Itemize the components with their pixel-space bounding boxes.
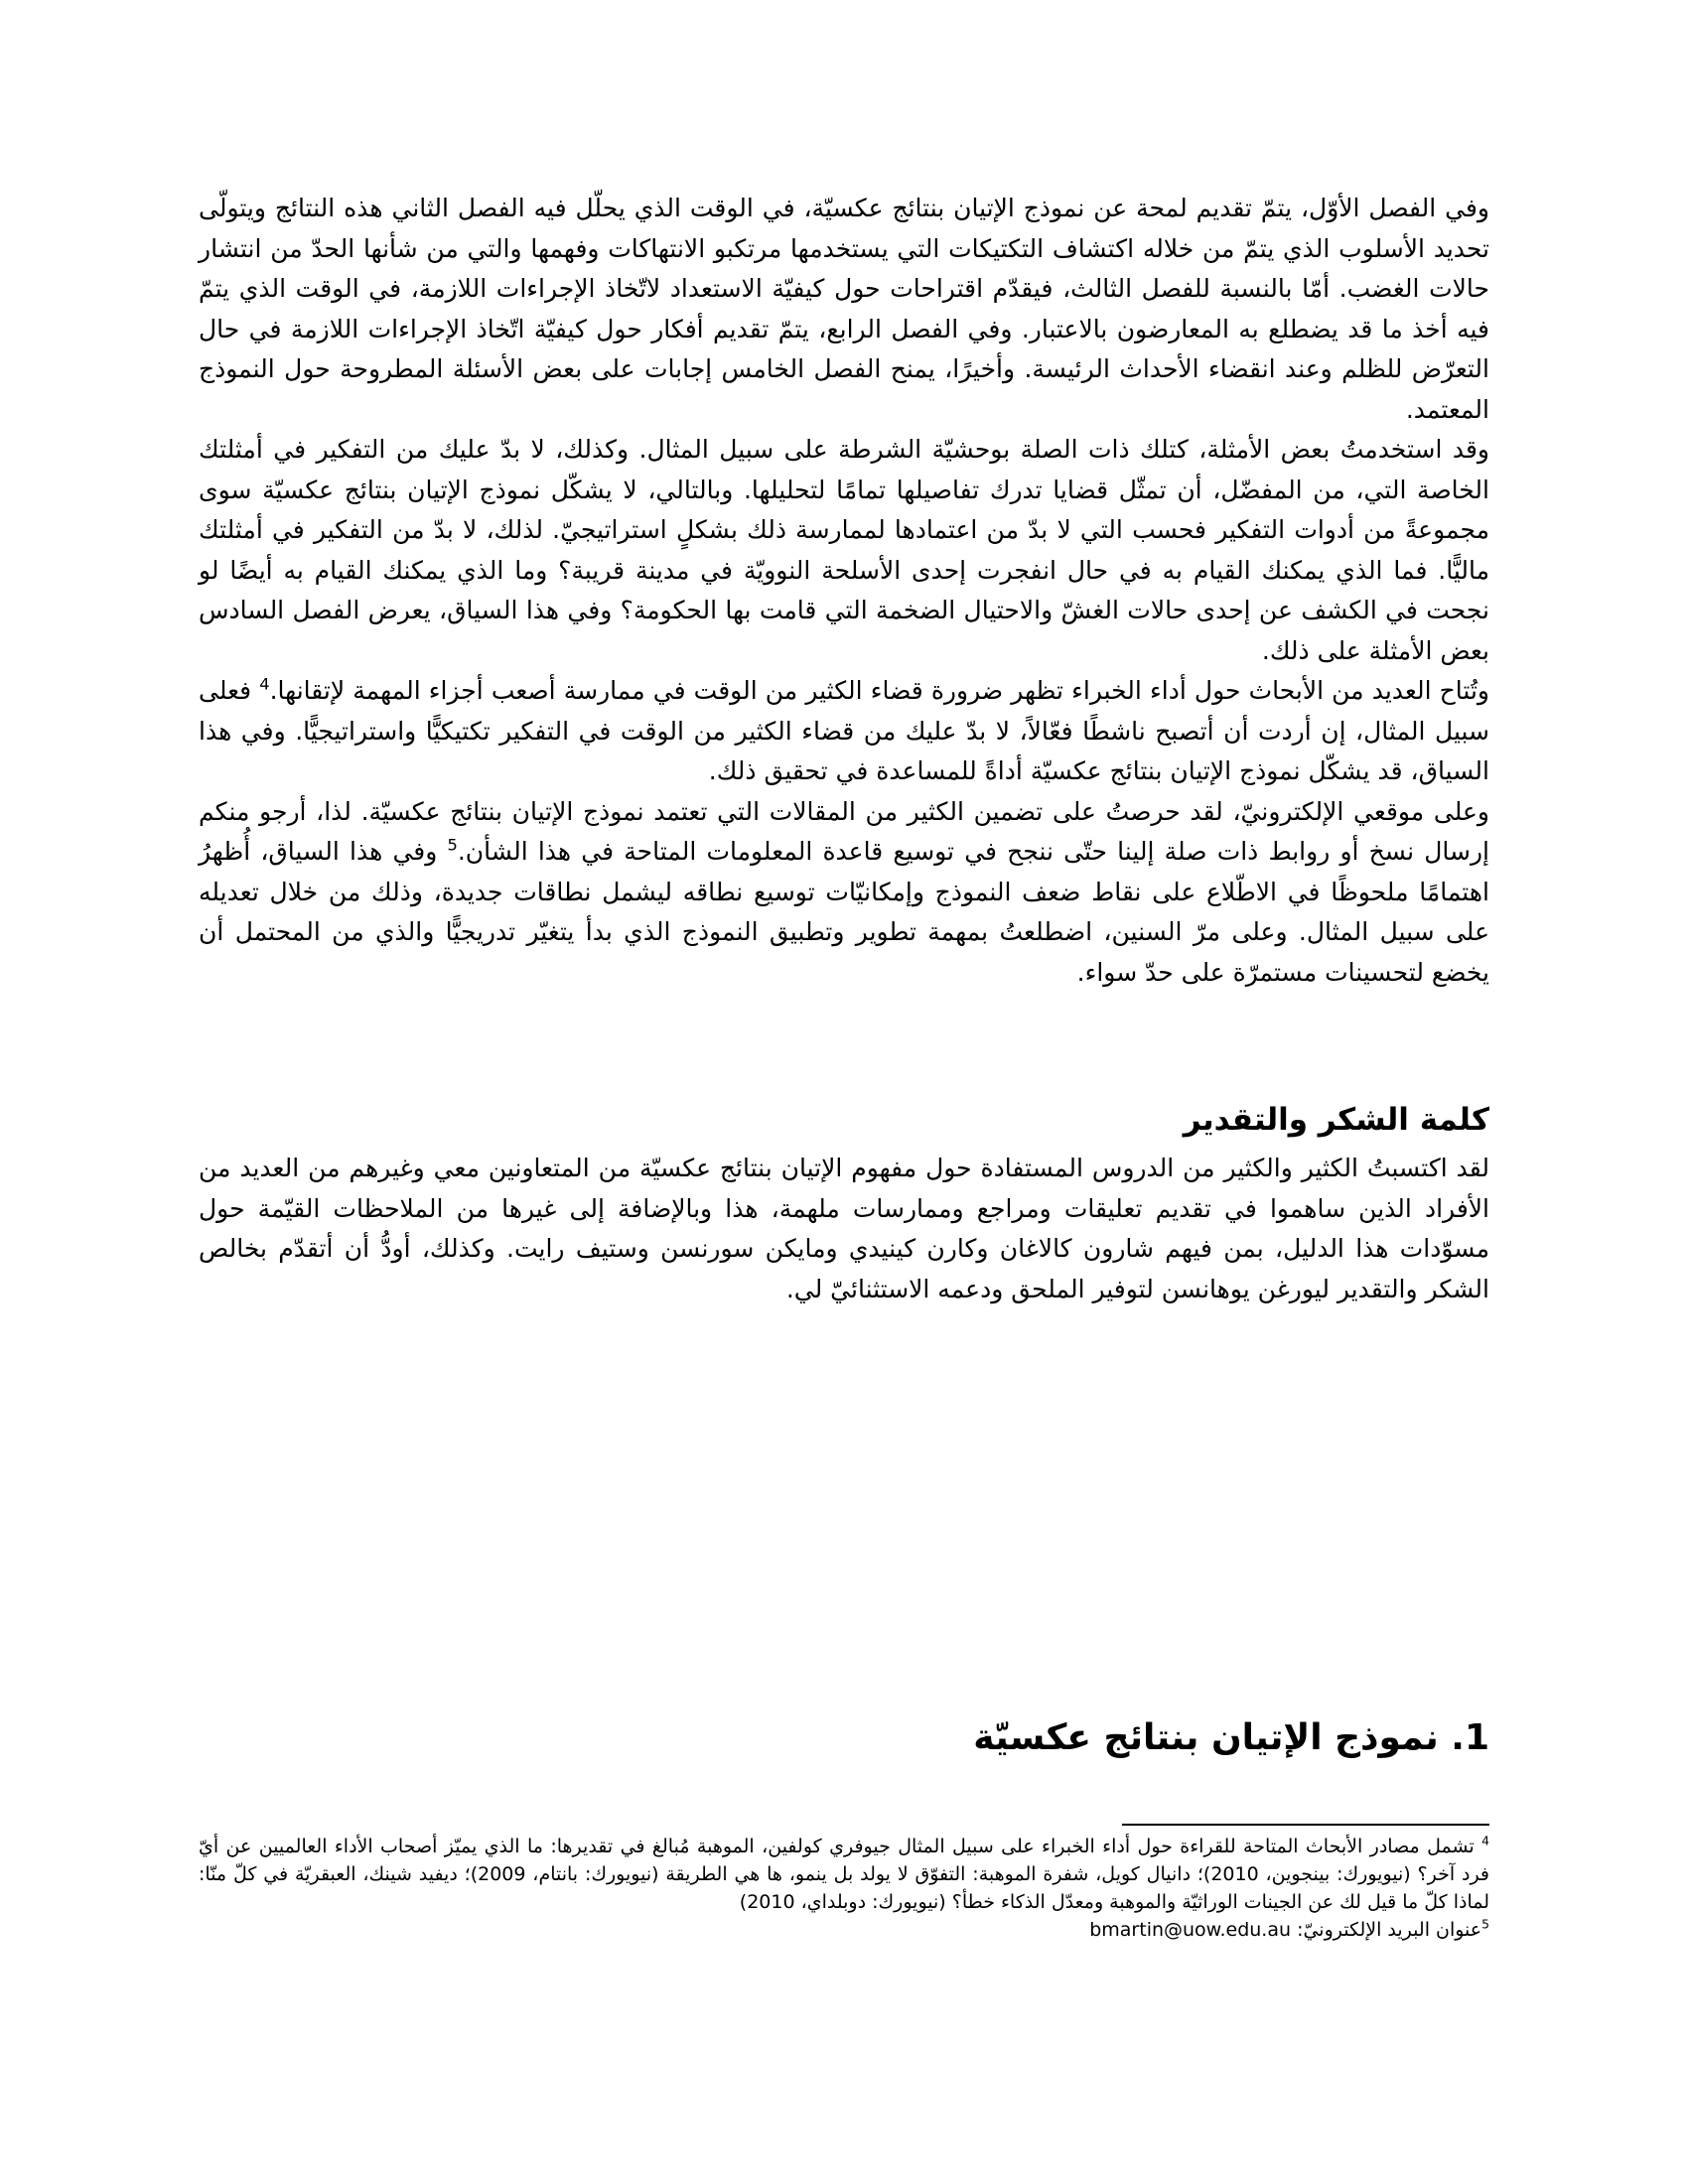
- footnote-4: [199, 1833, 1489, 1916]
- acknowledgements-heading: كلمة الشكر والتقدير: [1183, 1102, 1489, 1138]
- body-text: [199, 189, 1489, 993]
- paragraph-examples: وقد استخدمتُ بعض الأمثلة، كتلك ذات الصلة بوحشيّة الشرطة على سبيل المثال. وكذلك، لا بدّ عليك من التفكير في أمثلتك الخاصة التي، من المفضّل، أن تمثّل قضايا تدرك تفاصيلها تمامًا لتحليلها. وبالتالي، لا يشكّل نموذج الإتيان بنتائج عكسيّة سوى مجموعةً من أدوات التفكير فحسب التي لا بدّ من اعتمادها لممارسة ذلك بشكلٍ استراتيجيّ. لذلك، لا بدّ من التفكير في أمثلتك ماليًّا. فما الذي يمكنك القيام به في حال انفجرت إحدى الأسلحة النوويّة في مدينة قريبة؟ وما الذي يمكنك القيام به أيضًا لو نجحت في الكشف عن إحدى حالات الغشّ والاحتيال الضخمة التي قامت بها الحكومة؟ وفي هذا السياق، يعرض الفصل السادس بعض الأمثلة على ذلك.: [199, 435, 1489, 665]
- paragraph-expert-performance-text: وتُتاح العديد من الأبحاث حول أداء الخبراء تظهر ضرورة قضاء الكثير من الوقت في ممارسة أصعب أجزاء المهمة لإتقانها.: [269, 676, 1489, 705]
- email-link[interactable]: bmartin@uow.edu.au: [1089, 1919, 1292, 1941]
- paragraph-website: [199, 792, 1489, 994]
- footnote-4-text: تشمل مصادر الأبحاث المتاحة للقراءة حول أداء الخبراء على سبيل المثال جيوفري كولفين، الموهبة مُبالغ في تقديرها: ما الذي يميّز أصحاب الأداء العالميين عن أيّ فرد آخر؟ (نيويورك: بينجوين، 2010)؛ دانيال كويل، شفرة الموهبة: التفوّق لا يولد بل ينمو، ها هي الطريقة (نيويورك: بانتام، 2009)؛ ديفيد شينك، العبقريّة في كلّ منّا: لماذا كلّ ما قيل لك عن الجينات الوراثيّة والموهبة ومعدّل الذكاء خطأ؟ (نيويورك: دوبلداي، 2010): [199, 1836, 1490, 1913]
- footnote-5: [199, 1916, 1489, 1944]
- paragraph-website-rest: وفي هذا السياق، أُظهرُ اهتمامًا ملحوظًا في الاطّلاع على نقاط ضعف النموذج وإمكانيّات توسيع نطاقه ليشمل نطاقات جديدة، وذلك من خلال تعديله على سبيل المثال. وعلى مرّ السنين، اضطلعتُ بمهمة تطوير وتطبيق النموذج الذي بدأ يتغيّر تدريجيًّا والذي من المحتمل أن يخضع لتحسينات مستمرّة على حدّ سواء.: [199, 837, 1489, 987]
- footnote-5-label: عنوان البريد الإلكترونيّ:: [1291, 1919, 1482, 1941]
- footnote-ref-4[interactable]: 4: [259, 674, 270, 694]
- footnote-4-number: 4: [1481, 1834, 1489, 1848]
- paragraph-website-text: وعلى موقعي الإلكترونيّ، لقد حرصتُ على تضمين الكثير من المقالات التي تعتمد نموذج الإتيان بنتائج عكسيّة. لذا، أرجو منكم إرسال نسخ أو روابط ذات صلة إلينا حتّى ننجح في توسيع قاعدة المعلومات المتاحة في هذا الشأن.: [199, 796, 1489, 866]
- footnote-ref-5[interactable]: 5: [447, 835, 458, 855]
- footnote-5-number: 5: [1481, 1917, 1489, 1932]
- acknowledgements-text: لقد اكتسبتُ الكثير والكثير من الدروس المستفادة حول مفهوم الإتيان بنتائج عكسيّة من المتعاونين معي وغيرهم من العديد من الأفراد الذين ساهموا في تقديم تعليقات ومراجع وممارسات ملهمة، هذا وبالإضافة إلى غيرها من الملاحظات القيّمة حول مسوّدات هذا الدليل، بمن فيهم شارون كالاغان وكارن كينيدي ومايكن سورنسن وستيف رايت. وكذلك، أودُّ أن أتقدّم بخالص الشكر والتقدير ليورغن يوهانسن لتوفير الملحق ودعمه الاستثنائيّ لي.: [199, 1154, 1489, 1303]
- paragraph-chapter-overview: وفي الفصل الأوّل، يتمّ تقديم لمحة عن نموذج الإتيان بنتائج عكسيّة، في الوقت الذي يحلّل فيه الفصل الثاني هذه النتائج ويتولّى تحديد الأسلوب الذي يتمّ من خلاله اكتشاف التكتيكات التي يستخدمها مرتكبو الانتهاكات وفهمها والتي من شأنها الحدّ من انتشار حالات الغضب. أمّا بالنسبة للفصل الثالث، فيقدّم اقتراحات حول كيفيّة الاستعداد لاتّخاذ الإجراءات اللازمة، في الوقت الذي يتمّ فيه أخذ ما قد يضطلع به المعارضون بالاعتبار. وفي الفصل الرابع، يتمّ تقديم أفكار حول كيفيّة اتّخاذ الإجراءات اللازمة في حال التعرّض للظلم وعند انقضاء الأحداث الرئيسة. وأخيرًا، يمنح الفصل الخامس إجابات على بعض الأسئلة المطروحة حول النموذج المعتمد.: [199, 194, 1489, 424]
- paragraph-expert-performance-rest: فعلى سبيل المثال، إن أردت أن أتصبح ناشطًا فعّالاً، لا بدّ عليك من قضاء الكثير من الوقت في التفكير تكتيكيًّا واستراتيجيًّا. وفي هذا السياق، قد يشكّل نموذج الإتيان بنتائج عكسيّة أداةً للمساعدة في تحقيق ذلك.: [199, 676, 1489, 785]
- chapter-heading: 1. نموذج الإتيان بنتائج عكسيّة: [973, 1717, 1489, 1758]
- footnotes: [199, 1833, 1489, 1944]
- footnote-separator: [1122, 1824, 1489, 1826]
- paragraph-expert-performance: [199, 671, 1489, 792]
